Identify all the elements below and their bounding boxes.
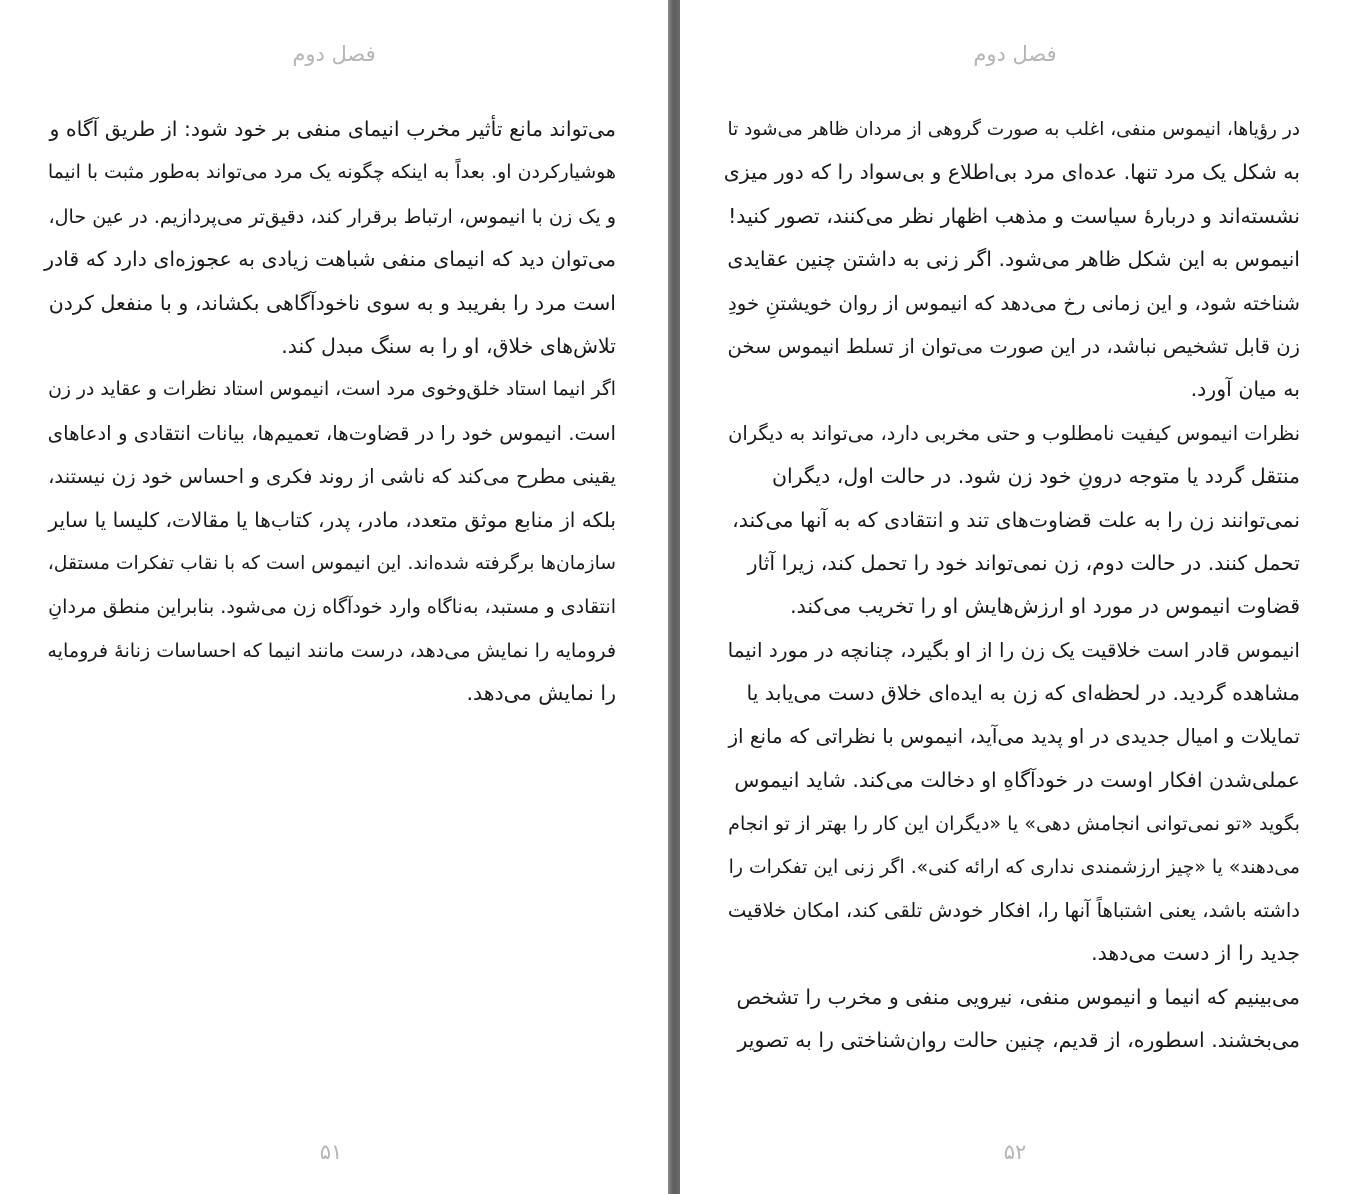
text-line: نظرات انیموس کیفیت نامطلوب و حتی مخربی دارد، می‌تواند به دیگران — [728, 421, 1300, 445]
text-line: مشاهده گردید. در لحظه‌ای که زن به ایده‌ای خلاق دست می‌یابد یا — [746, 681, 1300, 706]
text-line: فرومایه را نمایش می‌دهد، درست مانند انیما که احساسات زنانهٔ فرومایه — [47, 638, 616, 662]
text-line: یقینی مطرح می‌کند که ناشی از روند فکری و احساس خود زن نیستند، — [48, 465, 616, 489]
page-body-text — [42, 108, 616, 715]
text-line: است مرد را بفریبد و به سوی ناخودآگاهی بکشاند، و با منفعل کردن — [48, 290, 616, 315]
text-line: داشته باشد، یعنی اشتباهاً آنها را، افکار خودش تلقی کند، امکان خلاقیت — [727, 899, 1300, 923]
text-line: هوشیارکردن او. بعداً به اینکه چگونه یک مرد می‌تواند به‌طور مثبت با انیما — [47, 161, 616, 184]
text-line: انتقادی و مستبد، به‌ناگاه وارد خودآگاه زن می‌شود. بنابراین منطق مردانِ — [48, 595, 616, 619]
text-line: می‌بخشند. اسطوره، از قدیم، چنین حالت روان‌شناختی را به تصویر — [737, 1028, 1300, 1053]
text-line: عملی‌شدن افکار اوست در خودآگاهِ او دخالت می‌کند. شاید انیموس — [734, 767, 1300, 792]
text-line: در رؤیاها، انیموس منفی، اغلب به صورت گروهی از مردان ظاهر می‌شود تا — [727, 119, 1300, 140]
text-line: بگوید «تو نمی‌توانی انجامش دهی» یا «دیگران این کار را بهتر از تو انجام — [728, 812, 1300, 836]
text-line: اگر انیما استاد خلق‌وخوی مرد است، انیموس استاد نظرات و عقاید در زن — [48, 379, 616, 401]
chapter-header: فصل دوم — [292, 42, 376, 66]
text-line: انیموس قادر است خلاقیت یک زن را از او بگیرد، چنانچه در مورد انیما — [727, 637, 1300, 662]
text-line: زن قابل تشخیص نباشد، در این صورت می‌توان از تسلط انیموس سخن — [727, 334, 1300, 358]
chapter-header: فصل دوم — [973, 42, 1057, 66]
text-line: را نمایش می‌دهد. — [466, 681, 616, 706]
text-line: قضاوت انیموس در مورد او ارزش‌هایش او را تخریب می‌کند. — [790, 594, 1300, 619]
page-body-text — [722, 108, 1300, 1063]
text-line: تحمل کنند. در حالت دوم، زن نمی‌تواند خود را تحمل کند، زیرا آثار — [747, 550, 1300, 575]
text-line: بلکه از منابع موثق متعدد، مادر، پدر، کتاب‌ها یا مقالات، کلیسا یا سایر — [48, 507, 616, 532]
text-line: می‌تواند مانع تأثیر مخرب انیمای منفی بر خود شود: از طریق آگاه و — [49, 117, 616, 141]
text-line: به شکل یک مرد تنها. عده‌ای مرد بی‌اطلاع و بی‌سواد را که دور میزی — [723, 160, 1300, 185]
book-spine-gutter — [668, 0, 680, 1194]
text-line: نشسته‌اند و دربارهٔ سیاست و مذهب اظهار نظر می‌کنند، تصور کنید! — [728, 203, 1300, 228]
text-line: می‌توان دید که انیمای منفی شباهت زیادی به عجوزه‌ای دارد که قادر — [44, 247, 616, 272]
text-line: نمی‌توانند زن را به علت قضاوت‌های تند و انتقادی که به آنها می‌کند، — [732, 507, 1300, 532]
left-page — [0, 0, 668, 1194]
text-line: شناخته شود، و این زمانی رخ می‌دهد که انیموس از روان خویشتنِ خودِ — [727, 291, 1300, 315]
text-line: انیموس به این شکل ظاهر می‌شود. اگر زنی به داشتن چنین عقایدی — [727, 247, 1300, 272]
text-line: منتقل گردد یا متوجه درونِ خود زن شود. در حالت اول، دیگران — [771, 464, 1300, 489]
text-line: جدید را از دست می‌دهد. — [1091, 941, 1300, 966]
text-line: می‌بینیم که انیما و انیموس منفی، نیرویی منفی و مخرب را تشخص — [736, 984, 1300, 1009]
text-line: است. انیموس خود را در قضاوت‌ها، تعمیم‌ها، بیانات انتقادی و ادعاهای — [47, 421, 616, 445]
page-number: ۵۱ — [319, 1140, 343, 1164]
text-line: سازمان‌ها برگرفته شده‌اند. این انیموس است که با نقاب تفکرات مستقل، — [47, 552, 616, 574]
text-line: و یک زن با انیموس، ارتباط برقرار کند، دقیق‌تر می‌پردازیم. در عین حال، — [48, 204, 616, 228]
text-line: تمایلات و امیال جدیدی در او پدید می‌آید، انیموس با نظراتی که مانع از — [728, 725, 1300, 749]
right-page — [680, 0, 1350, 1194]
text-line: می‌دهند» یا «چیز ارزشمندی نداری که ارائه کنی». اگر زنی این تفکرات را — [728, 856, 1300, 878]
text-line: به میان آورد. — [1190, 377, 1300, 402]
text-line: تلاش‌های خلاق، او را به سنگ مبدل کند. — [281, 333, 616, 358]
page-number: ۵۲ — [1003, 1140, 1027, 1164]
